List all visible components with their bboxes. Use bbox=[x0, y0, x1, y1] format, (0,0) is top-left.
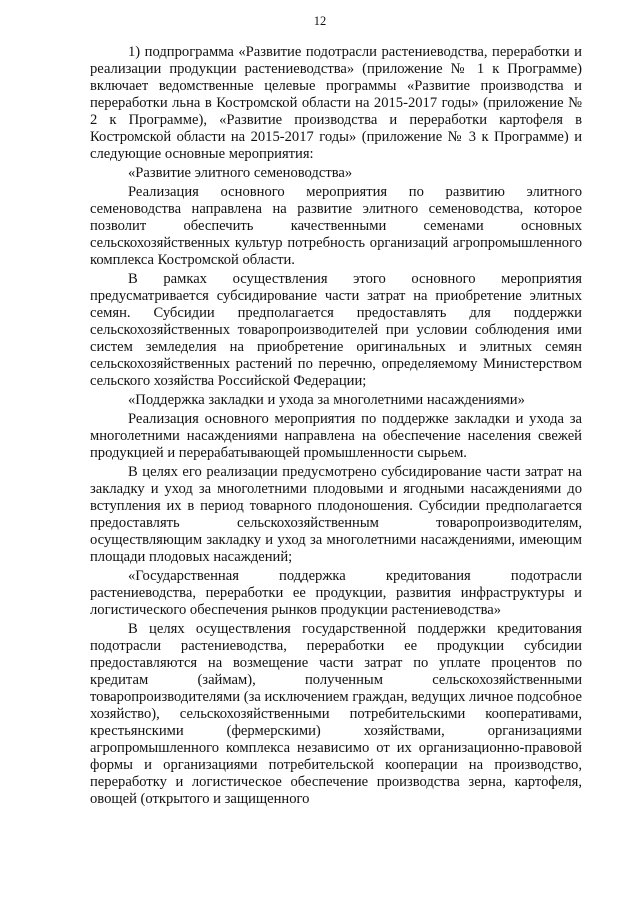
heading-elite-seed-farming: «Развитие элитного семеноводства» bbox=[128, 165, 353, 181]
document-body bbox=[90, 44, 582, 810]
heading-perennial-plantings: «Поддержка закладки и ухода за многолетними насаждениями» bbox=[128, 392, 525, 408]
paragraph-crediting-subsidies: В целях осуществления государственной поддержки кредитования подотрасли растениеводства, переработки ее продукции субсидии предоставляются на возмещение части затрат по уплате процентов по кредитам (займам), полученным сельскохозяйственными товаропроизводителями (за исключением граждан, ведущих личное подсобное хозяйство), сельскохозяйственными потребительскими кооперативами, крестьянскими (фермерскими) хозяйствами, организациями агропромышленного комплекса независимо от их организационно-правовой формы и организациями потребительской кооперации на производство, переработку и логистическое обеспечение производства зерна, картофеля, овощей (открытого и защищенного bbox=[90, 621, 582, 807]
paragraph-elite-seed-implementation: Реализация основного мероприятия по развитию элитного семеноводства направлена на развитие элитного семеноводства, которое позволит обеспечить качественными семенами основных сельскохозяйственных культур потребность организаций агропромышленного комплекса Костромской области. bbox=[90, 184, 582, 268]
paragraph-subprogram-intro: 1) подпрограмма «Развитие подотрасли растениеводства, переработки и реализации продукции растениеводства» (приложение № 1 к Программе) включает ведомственные целевые программы «Развитие производства и переработки льна в Костромской области на 2015-2017 годы» (приложение № 2 к Программе), «Развитие производства и переработки картофеля в Костромской области на 2015-2017 годы» (приложение № 3 к Программе) и следующие основные мероприятия: bbox=[90, 44, 582, 162]
page-number: 12 bbox=[313, 14, 327, 28]
paragraph-elite-seed-subsidies: В рамках осуществления этого основного мероприятия предусматривается субсидирование части затрат на приобретение элитных семян. Субсидии предполагается предоставлять для поддержки сельскохозяйственных товаропроизводителей при условии соблюдения ими систем земледелия на приобретение оригинальных и элитных семян сельскохозяйственных растений по перечню, определяемому Министерством сельского хозяйства Российской Федерации; bbox=[90, 271, 582, 389]
paragraph-perennial-subsidies: В целях его реализации предусмотрено субсидирование части затрат на закладку и уход за многолетними плодовыми и ягодными насаждениями до вступления их в период товарного плодоношения. Субсидии предполагается предоставлять сельскохозяйственным товаропроизводителям, осуществляющим закладку и уход за многолетними насаждениями, имеющим площади плодовых насаждений; bbox=[90, 464, 582, 565]
heading-crediting-support: «Государственная поддержка кредитования подотрасли растениеводства, переработки ее продукции, развития инфраструктуры и логистического обеспечения рынков продукции растениеводства» bbox=[90, 568, 582, 618]
paragraph-perennial-implementation: Реализация основного мероприятия по поддержке закладки и ухода за многолетними насаждениями направлена на обеспечение населения свежей продукцией и перерабатывающей промышленности сырьем. bbox=[90, 411, 582, 461]
